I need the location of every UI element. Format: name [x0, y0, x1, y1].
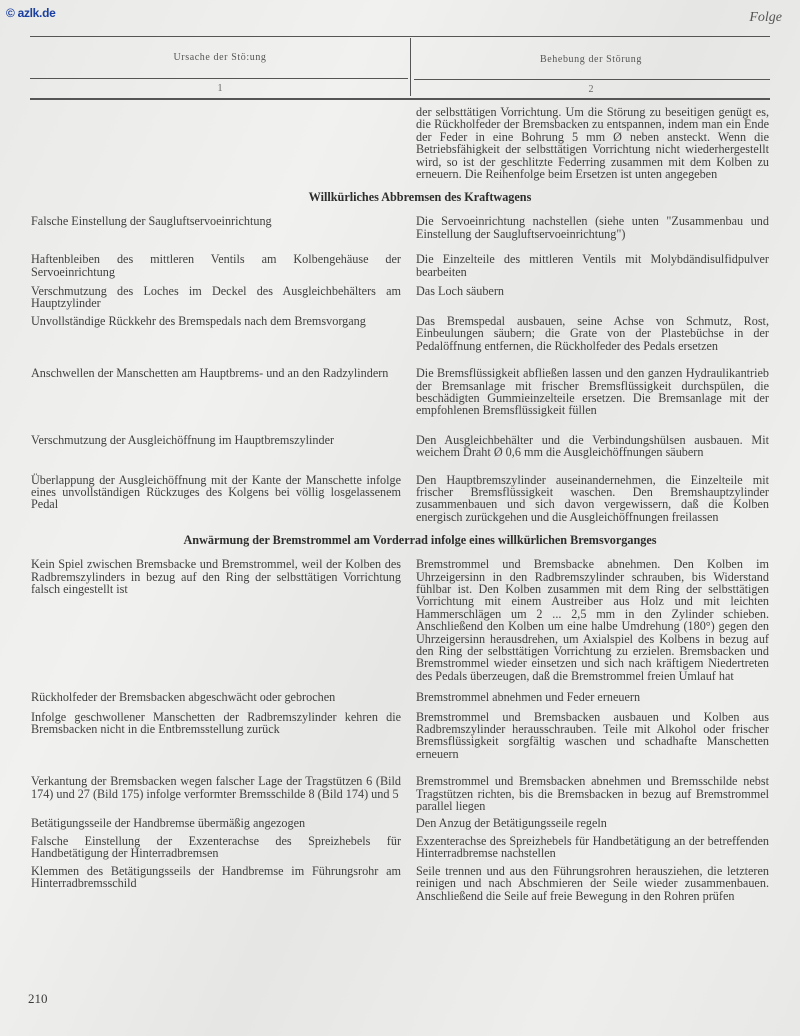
cause-cell: Falsche Einstellung der Saugluftservoeinrichtung: [31, 214, 272, 229]
header-mid-rule-right: [414, 79, 770, 80]
cause-cell: Kein Spiel zwischen Bremsbacke und Bremstrommel, weil der Kolben des Radbremszylinders in bezug auf den Ring der selbsttätigen Vorrichtung falsch eingestellt ist: [31, 557, 401, 596]
table-row: [31, 285, 769, 310]
continuation-label: Folge: [749, 10, 782, 25]
column-number-2: 2: [588, 84, 594, 95]
cause-cell: Rückholfeder der Bremsbacken abgeschwächt oder gebrochen: [31, 690, 336, 705]
remedy-cell: Die Einzelteile des mittleren Ventils mit Molybdändisulfidpulver bearbeiten: [416, 252, 769, 279]
cause-cell: Verkantung der Bremsbacken wegen falscher Lage der Tragstützen 6 (Bild 174) und 27 (Bild 175) infolge verformter Bremsschilde 8 (Bild 174) und 5: [31, 774, 401, 801]
table-row: [31, 215, 769, 240]
table-row: [31, 817, 769, 829]
remedy-cell: Das Bremspedal ausbauen, seine Achse von Schmutz, Rost, Einbeulungen säubern; die Grate von der Plastebüchse in der Pedalöffnung entfernen, die Rückholfeder des Pedals ersetzen: [416, 313, 769, 353]
table-row: [31, 315, 769, 352]
column-number-1: 1: [217, 83, 223, 94]
table-row: [31, 474, 769, 524]
table-row: [31, 865, 769, 902]
table-row: [31, 775, 769, 812]
table-row-intro: [31, 106, 769, 180]
header-top-rule: [30, 36, 770, 37]
cause-cell: Falsche Einstellung der Exzenterachse des Spreizhebels für Handbetätigung der Hinterradbremsen: [31, 833, 401, 861]
remedy-cell: Die Bremsflüssigkeit abfließen lassen und den ganzen Hydraulikantrieb der Bremsanlage mit frischer Bremsflüssigkeit durchspülen, die beschädigten Gummieinzelteile ersetzen. Die Bremsanlage mit der empfohlenen Bremsflüssigkeit füllen: [416, 366, 769, 418]
table-row: [31, 367, 769, 417]
remedy-cell: der selbsttätigen Vorrichtung. Um die Störung zu beseitigen genügt es, die Rückholfeder der Bremsbacken zu entspannen, indem man ein Ende der Feder in eine Bohrung 5 mm Ø neben ansteckt. Wenn die Betriebsfähigkeit der selbsttätigen Vorrichtung nicht wiederhergestellt wird, so ist der geschlitzte Federring zusammen mit dem Kolben zu erneuern. Die Reihenfolge beim Ersetzen ist unten angegeben: [416, 105, 769, 182]
cause-cell: Verschmutzung der Ausgleichöffnung im Hauptbremszylinder: [31, 432, 335, 447]
cause-cell: Verschmutzung des Loches im Deckel des Ausgleichbehälters am Hauptzylinder: [31, 284, 401, 311]
table-row: [31, 711, 769, 761]
header-column-divider: [410, 38, 411, 96]
watermark: © azlk.de: [6, 6, 56, 20]
column-header-cause: Ursache der Stö:ung: [173, 52, 267, 63]
remedy-cell: Die Servoeinrichtung nachstellen (siehe unten "Zusammenbau und Einstellung der Saugluftservoeinrichtung"): [416, 214, 769, 241]
table-row: [31, 691, 769, 703]
cause-cell: Klemmen des Betätigungsseils der Handbremse im Führungsrohr am Hinterradbremsschild: [31, 863, 401, 891]
cause-cell: Unvollständige Rückkehr des Bremspedals nach dem Bremsvorgang: [31, 313, 366, 328]
table-row: [31, 253, 769, 278]
troubleshooting-table-body: [31, 106, 769, 905]
remedy-cell: Den Hauptbremszylinder auseinandernehmen, die Einzelteile mit frischer Bremsflüssigkeit waschen. Den Bremshauptzylinder zusammenbauen und sich davon vergewissern, daß die Kolben energisch zurückgehen und die Ausgleichöffnungen freilassen: [416, 472, 769, 524]
remedy-cell: Bremstrommel und Bremsbacken abnehmen und Bremsschilde nebst Tragstützen richten, bis die Bremsbacken in bezug auf Bremstrommel parallel liegen: [416, 774, 769, 814]
sections-container: [31, 190, 769, 901]
cause-cell: Betätigungsseile der Handbremse übermäßig angezogen: [31, 816, 306, 831]
remedy-cell: Den Anzug der Betätigungsseile regeln: [416, 816, 607, 831]
remedy-cell: Den Ausgleichbehälter und die Verbindungshülsen ausbauen. Mit weichem Draht Ø 0,6 mm die Ausgleichöffnungen säubern: [416, 432, 769, 460]
table-row: [31, 434, 769, 459]
remedy-cell: Bremstrommel abnehmen und Feder erneuern: [416, 690, 641, 705]
header-bottom-rule: [30, 98, 770, 100]
remedy-cell: Bremstrommel und Bremsbacken ausbauen und Kolben aus Radbremszylinder herausschrauben. Teile mit Alkohol oder frischer Bremsflüssigkeit sorgfältig waschen und schadhafte Manschetten erneuern: [416, 709, 769, 761]
cause-cell: Überlappung der Ausgleichöffnung mit der Kante der Manschette infolge eines unvollständigen Rückzuges des Kolgens bei völlig losgelassenem Pedal: [31, 472, 401, 512]
header-mid-rule-left: [30, 78, 408, 79]
cause-cell: Infolge geschwollener Manschetten der Radbremszylinder kehren die Bremsbacken nicht in die Entbremsstellung zurück: [31, 709, 401, 737]
remedy-cell: Exzenterachse des Spreizhebels für Handbetätigung an der betreffenden Hinterradbremse nachstellen: [416, 833, 769, 861]
table-row: [31, 835, 769, 860]
column-header-remedy: Behebung der Störung: [540, 54, 642, 65]
page-number: 210: [28, 991, 48, 1006]
cause-cell-empty: [31, 106, 401, 180]
remedy-cell: Seile trennen und aus den Führungsrohren herausziehen, die letzteren reinigen und nach Abschmieren der Seile wieder zusammenbauen. Anschließend die Seile auf freie Bewegung in den Rohren prüfen: [416, 863, 769, 903]
remedy-cell: Bremstrommel und Bremsbacke abnehmen. Den Kolben im Uhrzeigersinn in den Radbremszylinder schrauben, bis Widerstand fühlbar ist. Den Kolben zusammen mit dem Ring der selbsttätigen Vorrichtung mit einem Austreiber aus Holz und mit leichten Hammerschlägen um 2 ... 2,5 mm in den Zylinder schieben. Anschließend den Kolben um eine halbe Umdrehung (180°) gegen den Uhrzeigersinn herausdrehen, um Axialspiel des Kolbens in bezug auf den Ring der selbsttätigen Vorrichtung zu erzielen. Bremsbacken und Bremstrommel wieder einsetzen und sich nach kräftigem Niedertreten des Pedals überzeugen, daß die Bremstrommel freien Umlauf hat: [416, 557, 769, 683]
remedy-cell: Das Loch säubern: [416, 284, 504, 299]
section-title: Willkürliches Abbremsen des Kraftwagens: [308, 190, 532, 205]
cause-cell: Anschwellen der Manschetten am Hauptbrems- und an den Radzylindern: [31, 366, 389, 381]
section-title: Anwärmung der Bremstrommel am Vorderrad infolge eines willkürlichen Bremsvorganges: [183, 533, 657, 548]
table-row: [31, 558, 769, 682]
cause-cell: Haftenbleiben des mittleren Ventils am Kolbengehäuse der Servoeinrichtung: [31, 252, 401, 279]
